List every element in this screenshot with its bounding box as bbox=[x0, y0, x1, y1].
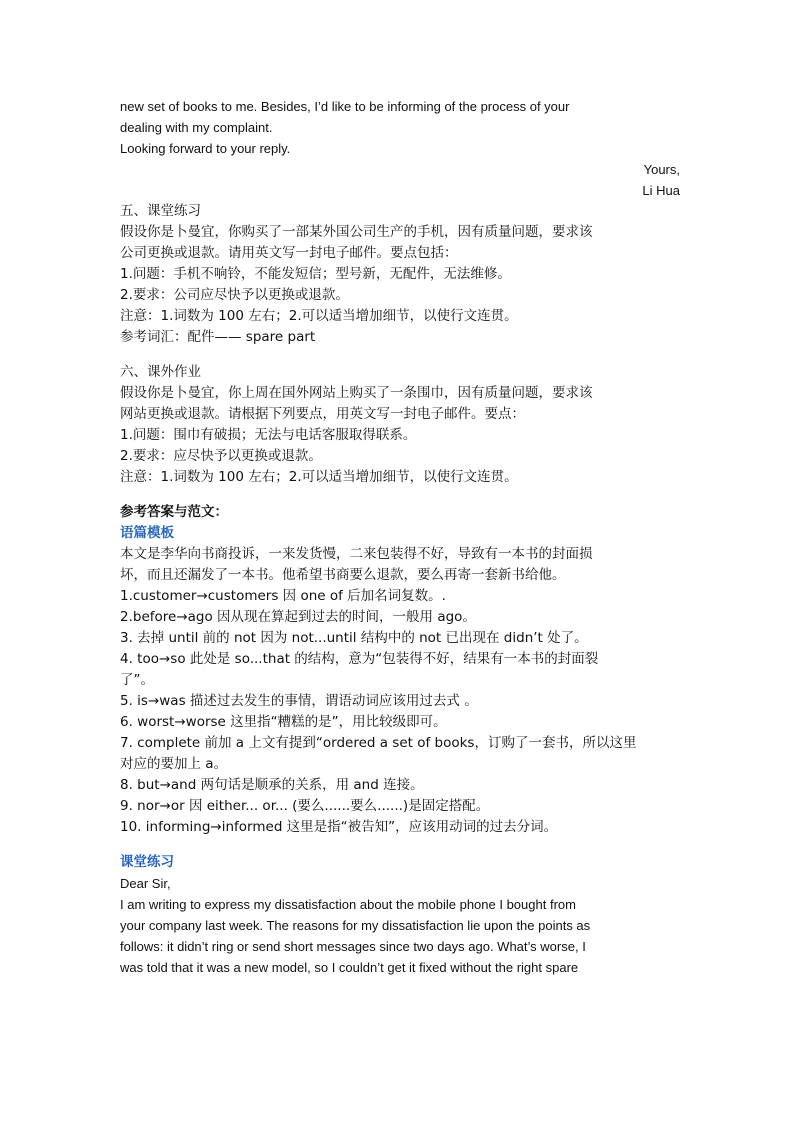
answer-item: 5. is→was 描述过去发生的事情，谓语动词应该用过去式 。 bbox=[120, 693, 478, 709]
letter-greeting: Dear Sir, bbox=[120, 876, 171, 891]
section-title: 五、课堂练习 bbox=[120, 203, 201, 219]
text-line: 假设你是卜曼宜，你上周在国外网站上购买了一条围巾，因有质量问题，要求该 bbox=[120, 385, 593, 401]
template-heading: 语篇模板 bbox=[120, 525, 174, 541]
text-line: follows: it didn’t ring or send short messages since two days ago. What’s worse, I bbox=[120, 939, 586, 954]
text-line: was told that it was a new model, so I couldn’t get it fixed without the right spare bbox=[120, 960, 579, 975]
text-line: I am writing to express my dissatisfaction about the mobile phone I bought from bbox=[120, 897, 576, 912]
letter-signature: Li Hua bbox=[642, 183, 680, 198]
answers-heading: 参考答案与范文： bbox=[120, 504, 228, 520]
text-line: 公司更换或退款。请用英文写一封电子邮件。要点包括： bbox=[120, 245, 458, 261]
answer-item: 3. 去掉 until 前的 not 因为 not...until 结构中的 not 已出现在 didn’t 处了。 bbox=[120, 630, 588, 646]
spacer bbox=[120, 838, 680, 852]
answer-item: 4. too→so 此处是 so...that 的结构，意为“包装得不好，结果有一本书的封面裂 bbox=[120, 651, 599, 667]
answer-item: 2.before→ago 因从现在算起到过去的时间，一般用 ago。 bbox=[120, 609, 476, 625]
answer-item: 10. informing→informed 这里是指“被告知”，应该用动词的过去分词。 bbox=[120, 819, 558, 835]
answer-item: 了”。 bbox=[120, 672, 154, 688]
text-line: 2.要求：公司应尽快予以更换或退款。 bbox=[120, 287, 349, 303]
summary-line: 坏，而且还漏发了一本书。他希望书商要么退款，要么再寄一套新书给他。 bbox=[120, 567, 566, 583]
text-line: 注意：1.词数为 100 左右；2.可以适当增加细节，以使行文连贯。 bbox=[120, 469, 518, 485]
summary-line: 本文是李华向书商投诉，一来发货慢，二来包装得不好，导致有一本书的封面损 bbox=[120, 546, 593, 562]
answer-item: 对应的要加上 a。 bbox=[120, 756, 228, 772]
section-classroom-practice bbox=[120, 201, 680, 348]
text-line: 网站更换或退款。请根据下列要点，用英文写一封电子邮件。要点： bbox=[120, 406, 525, 422]
answers-section bbox=[120, 502, 680, 838]
text-line: 注意：1.词数为 100 左右；2.可以适当增加细节，以使行文连贯。 bbox=[120, 308, 518, 324]
answer-item: 7. complete 前加 a 上文有提到“ordered a set of books，订购了一套书，所以这里 bbox=[120, 735, 637, 751]
answer-item: 9. nor→or 因 either... or... (要么......要么......)是固定搭配。 bbox=[120, 798, 490, 814]
text-line: your company last week. The reasons for my dissatisfaction lie upon the points as bbox=[120, 918, 591, 933]
answer-item: 6. worst→worse 这里指“糟糕的是”，用比较级即可。 bbox=[120, 714, 447, 730]
answer-item: 1.customer→customers 因 one of 后加名词复数。. bbox=[120, 588, 446, 604]
spacer bbox=[120, 488, 680, 502]
answer-item: 8. but→and 两句话是顺承的关系，用 and 连接。 bbox=[120, 777, 424, 793]
letter-end bbox=[120, 96, 680, 201]
text-line: 参考词汇：配件—— spare part bbox=[120, 329, 316, 345]
text-line: 1.问题：手机不响铃，不能发短信；型号新，无配件，无法维修。 bbox=[120, 266, 511, 282]
document-page bbox=[120, 96, 680, 978]
practice-sample-letter bbox=[120, 852, 680, 978]
text-line: Looking forward to your reply. bbox=[120, 141, 291, 156]
text-line: new set of books to me. Besides, I’d like to be informing of the process of your bbox=[120, 99, 570, 114]
text-line: dealing with my complaint. bbox=[120, 120, 273, 135]
text-line: 假设你是卜曼宜，你购买了一部某外国公司生产的手机，因有质量问题，要求该 bbox=[120, 224, 593, 240]
text-line: 1.问题：围巾有破损；无法与电话客服取得联系。 bbox=[120, 427, 417, 443]
section-homework bbox=[120, 362, 680, 488]
spacer bbox=[120, 348, 680, 362]
section-title: 六、课外作业 bbox=[120, 364, 201, 380]
text-line: 2.要求：应尽快予以更换或退款。 bbox=[120, 448, 322, 464]
letter-closing: Yours, bbox=[643, 162, 680, 177]
practice-heading: 课堂练习 bbox=[120, 854, 174, 870]
